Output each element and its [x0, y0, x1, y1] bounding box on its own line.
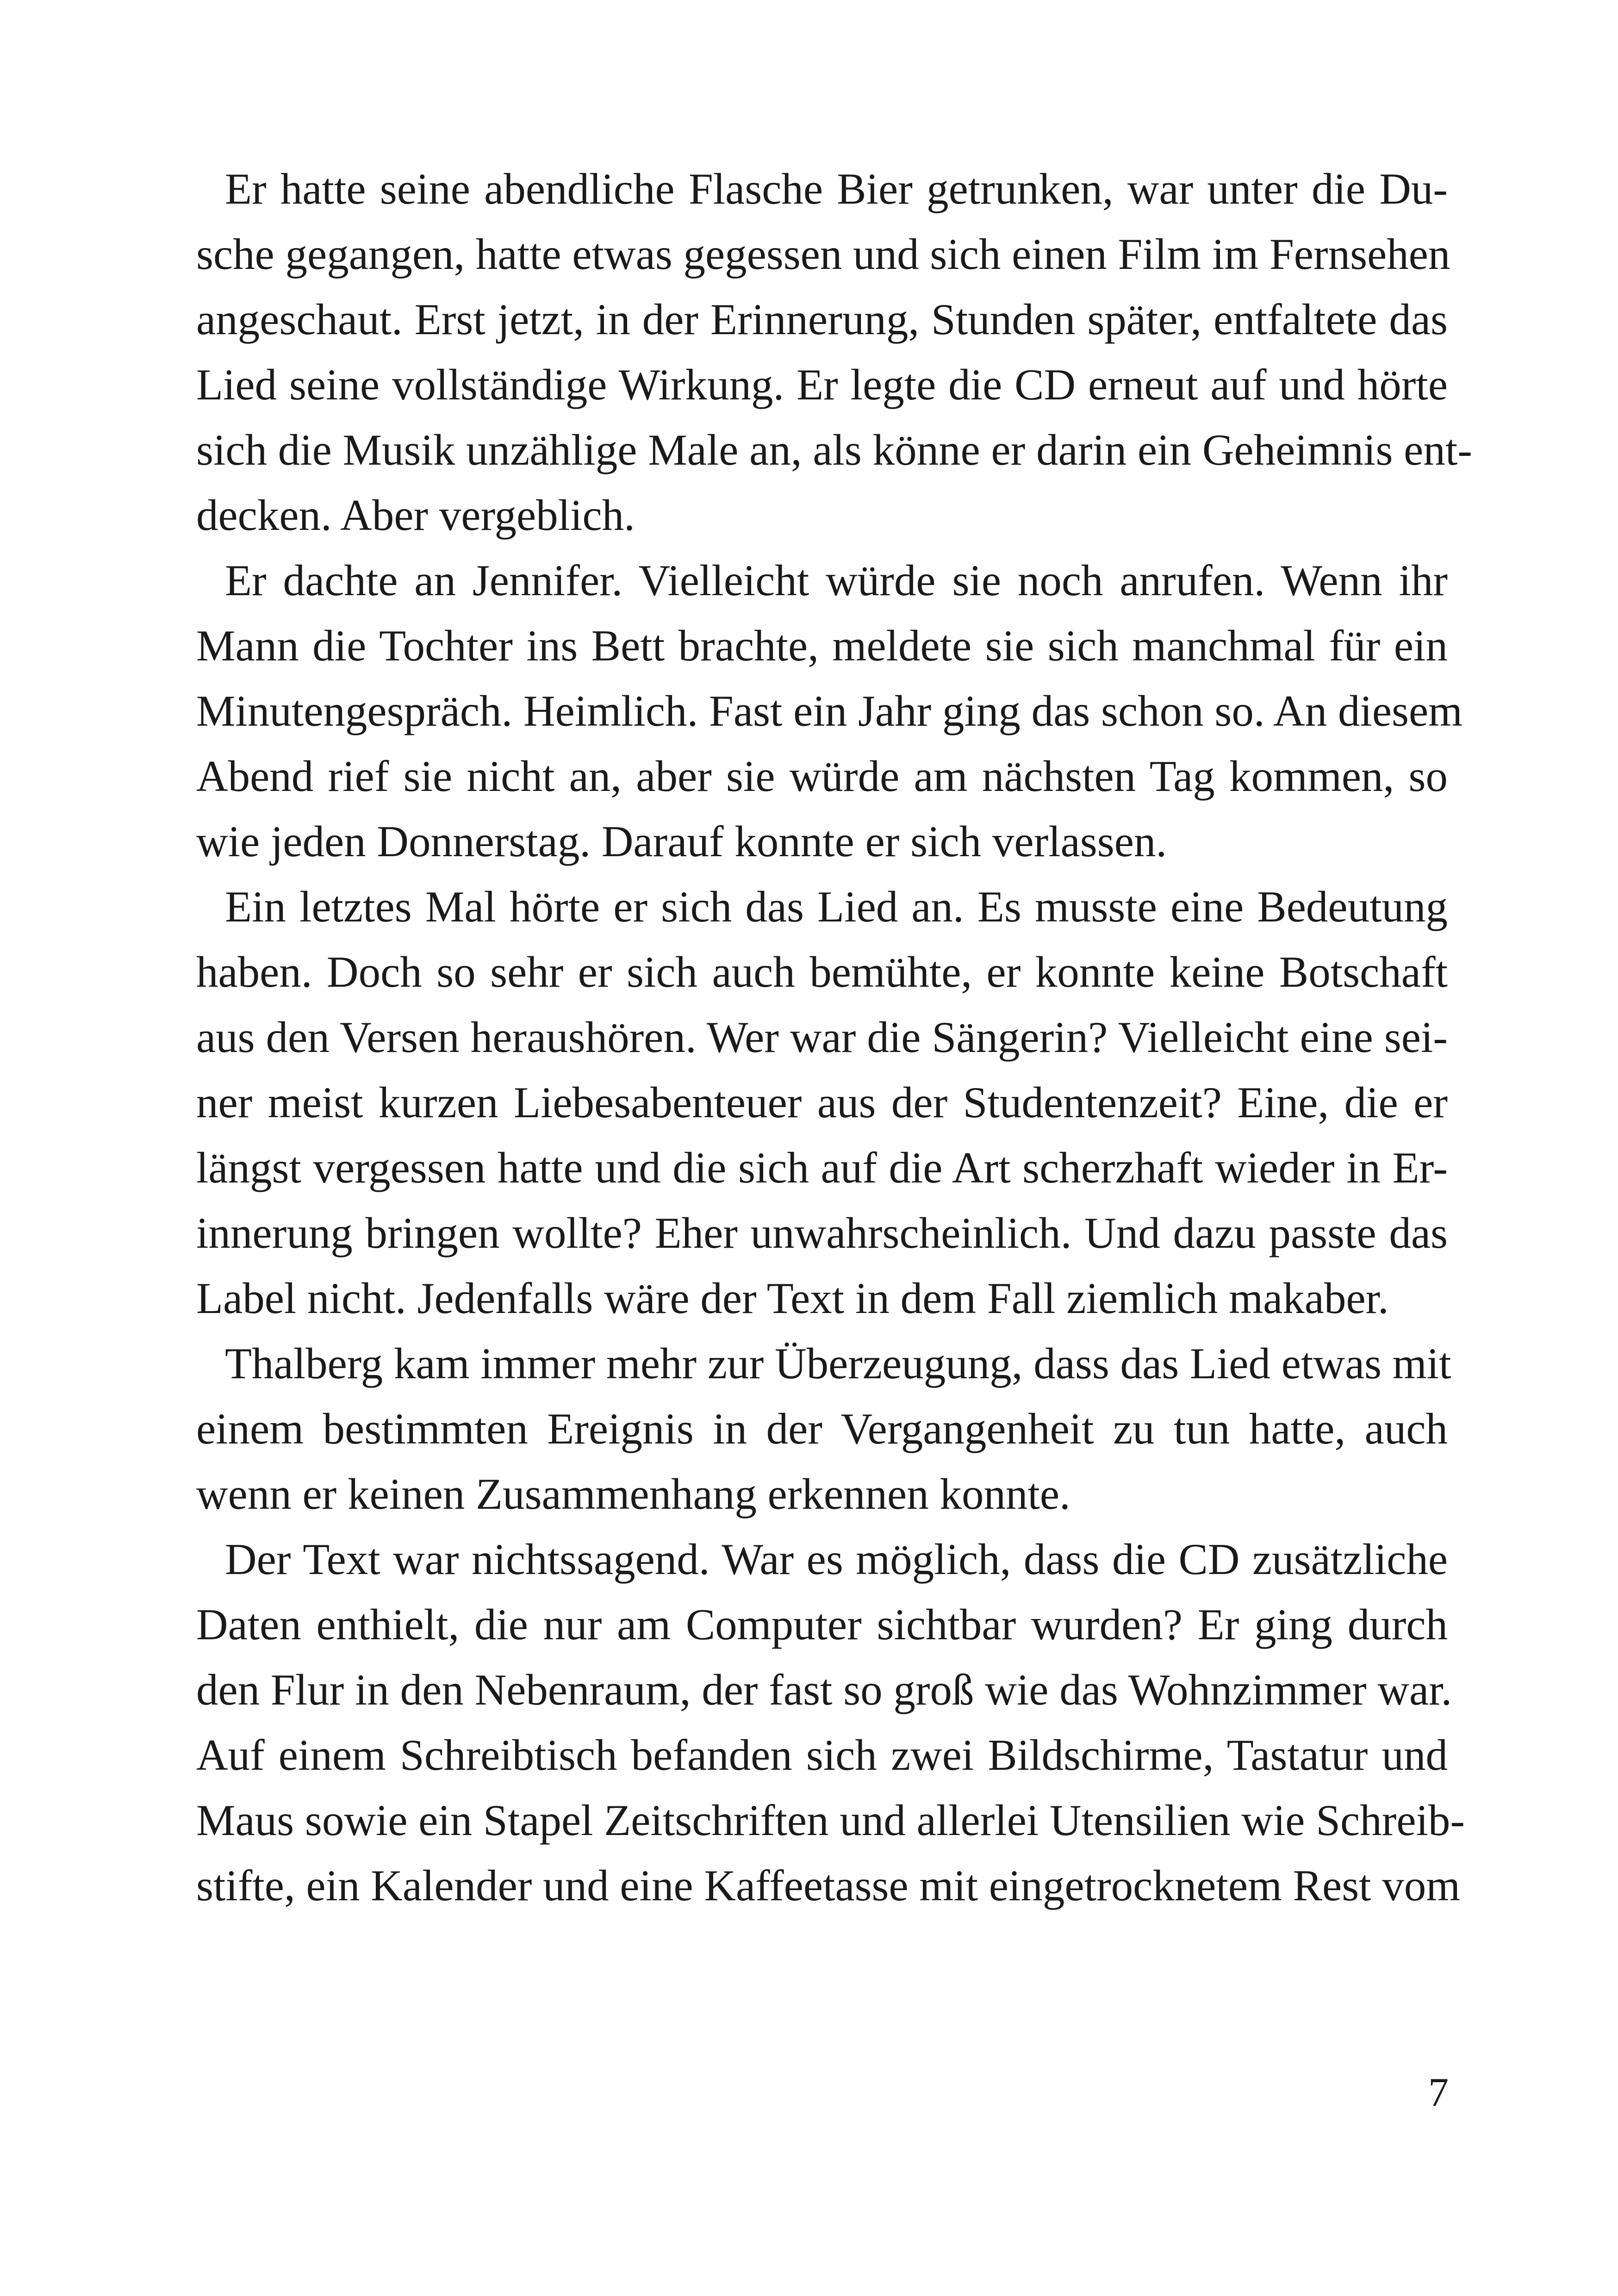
text-line: sche gegangen, hatte etwas gegessen und sich einen Film im Fernsehen [196, 230, 1450, 279]
text-line: Er hatte seine abendliche Flasche Bier getrunken, war unter die Du- [225, 164, 1448, 213]
text-line: Er dachte an Jennifer. Vielleicht würde sie noch anrufen. Wenn ihr [225, 556, 1448, 605]
text-line: Der Text war nichtssagend. War es möglich, dass die CD zusätzliche [225, 1535, 1448, 1584]
text-line: einem bestimmten Ereignis in der Vergangenheit zu tun hatte, auch [196, 1404, 1448, 1453]
paragraph-4 [196, 1331, 1451, 1527]
paragraph-1 [196, 156, 1472, 548]
text-line: Abend rief sie nicht an, aber sie würde am nächsten Tag kommen, so [196, 752, 1448, 801]
text-line: ner meist kurzen Liebesabenteuer aus der Studentenzeit? Eine, die er [196, 1078, 1448, 1127]
text-line: wenn er keinen Zusammenhang erkennen konnte. [196, 1469, 1070, 1518]
text-line: längst vergessen hatte und die sich auf die Art scherzhaft wieder in Er- [196, 1143, 1448, 1192]
text-line: Label nicht. Jedenfalls wäre der Text in dem Fall ziemlich makaber. [196, 1274, 1389, 1323]
text-line: Daten enthielt, die nur am Computer sichtbar wurden? Er ging durch [196, 1600, 1448, 1649]
text-line: Maus sowie ein Stapel Zeitschriften und allerlei Utensilien wie Schreib- [196, 1796, 1465, 1845]
text-line: innerung bringen wollte? Eher unwahrscheinlich. Und dazu passte das [196, 1208, 1448, 1257]
page-number: 7 [1428, 2070, 1449, 2115]
text-line: wie jeden Donnerstag. Darauf konnte er sich verlassen. [196, 817, 1167, 866]
text-line: Auf einem Schreibtisch befanden sich zwei Bildschirme, Tastatur und [196, 1730, 1448, 1780]
text-line: Mann die Tochter ins Bett brachte, meldete sie sich manchmal für ein [196, 621, 1448, 670]
text-line: den Flur in den Nebenraum, der fast so groß wie das Wohnzimmer war. [196, 1665, 1452, 1714]
body-text [196, 156, 1472, 1918]
text-line: Thalberg kam immer mehr zur Überzeugung, dass das Lied etwas mit [225, 1339, 1451, 1388]
paragraph-3 [196, 874, 1448, 1331]
text-line: angeschaut. Erst jetzt, in der Erinnerung, Stunden später, entfaltete das [196, 295, 1448, 344]
paragraph-2 [196, 548, 1463, 874]
paragraph-5 [196, 1527, 1465, 1918]
text-line: Lied seine vollständige Wirkung. Er legte die CD erneut auf und hörte [196, 360, 1448, 409]
text-line: stifte, ein Kalender und eine Kaffeetasse mit eingetrocknetem Rest vom [196, 1861, 1461, 1910]
text-line: haben. Doch so sehr er sich auch bemühte, er konnte keine Botschaft [196, 947, 1448, 996]
text-line: sich die Musik unzählige Male an, als könne er darin ein Geheimnis ent- [196, 425, 1472, 474]
text-line: aus den Versen heraushören. Wer war die Sängerin? Vielleicht eine sei- [196, 1013, 1448, 1062]
text-line: Ein letztes Mal hörte er sich das Lied an. Es musste eine Bedeutung [225, 882, 1448, 931]
text-line: decken. Aber vergeblich. [196, 491, 635, 540]
text-line: Minutengespräch. Heimlich. Fast ein Jahr ging das schon so. An diesem [196, 686, 1463, 735]
